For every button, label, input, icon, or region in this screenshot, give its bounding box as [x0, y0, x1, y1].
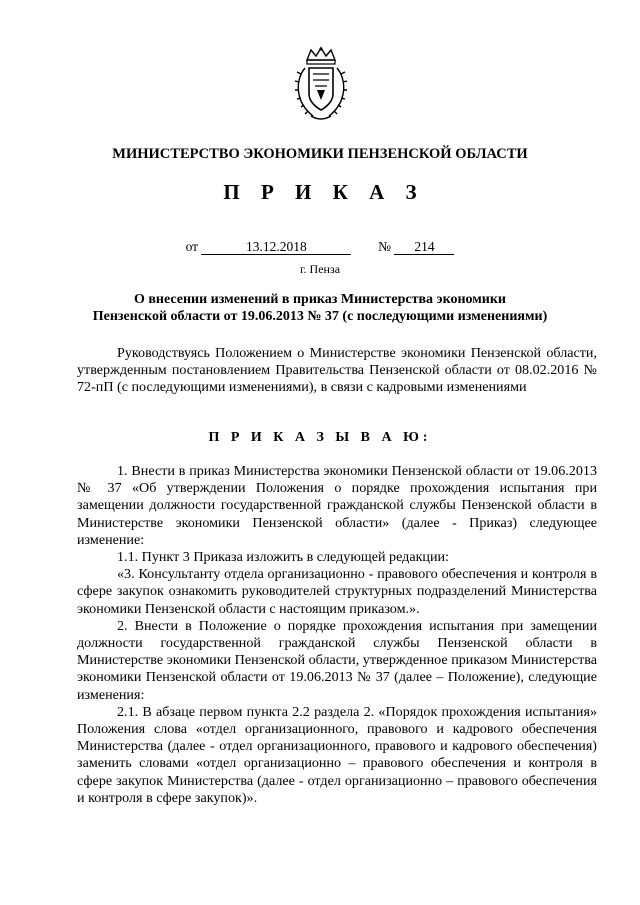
order-date: 13.12.2018 — [201, 239, 351, 255]
ministry-name: МИНИСТЕРСТВО ЭКОНОМИКИ ПЕНЗЕНСКОЙ ОБЛАСТИ — [112, 146, 528, 162]
order-title — [70, 291, 570, 325]
order-title-line: О внесении изменений в приказ Министерства экономики — [133, 292, 506, 307]
order-body — [77, 463, 597, 807]
paragraph-item: «3. Консультанту отдела организационно - правового обеспечения и контроля в сфере закупок ознакомить руководителей структурных подразделений Министерства экономики Пензенской области с настоящим приказом.». — [77, 566, 597, 617]
date-number-line — [0, 239, 640, 255]
coat-of-arms-icon — [293, 46, 349, 122]
order-word: П Р И К А З Ы В А Ю: — [208, 430, 432, 445]
preamble-paragraph: Руководствуясь Положением о Министерстве экономики Пензенской области, утвержденным постановлением Правительства Пензенской области от 08.02.2016 № 72-пП (с последующими изменениями), в связи с кадровыми изменениями — [77, 345, 597, 396]
paragraph-item: 2.1. В абзаце первом пункта 2.2 раздела 2. «Порядок прохождения испытания» Положения слова «отдел организационного, правового и кадрового обеспечения Министерства (далее - отдел организационного, правового и кадрового обеспечения) заменить словами «отдел организационно – правового обеспечения и контроля в сфере закупок Министерства (далее - отдел организационно – правового обеспечения и контроля в сфере закупок)». — [77, 703, 597, 806]
paragraph-item: 2. Внести в Положение о порядке прохождения испытания при замещении должности государственной гражданской службы Пензенской области в Министерстве экономики Пензенской области, утвержденное приказом Министерства экономики Пензенской области от 19.06.2013 № 37 (далее – Положение), следующие изменения: — [77, 617, 597, 703]
city-label: г. Пенза — [299, 262, 341, 276]
paragraph-item: 1.1. Пункт 3 Приказа изложить в следующей редакции: — [117, 549, 449, 566]
preamble-block — [77, 345, 597, 397]
order-number: 214 — [394, 239, 454, 255]
paragraph-item: 1. Внести в приказ Министерства экономики Пензенской области от 19.06.2013 № 37 «Об утверждении Положения о порядке прохождения испытания при замещении должности государственной гражданской службы Пензенской области в Министерстве экономики Пензенской области» (далее - Приказ) следующее изменение: — [77, 463, 597, 548]
order-title-line: Пензенской области от 19.06.2013 № 37 (с последующими изменениями) — [92, 309, 548, 324]
date-prefix: от — [185, 239, 199, 254]
number-prefix: № — [378, 239, 392, 254]
document-type-heading: П Р И К А З — [223, 180, 425, 204]
